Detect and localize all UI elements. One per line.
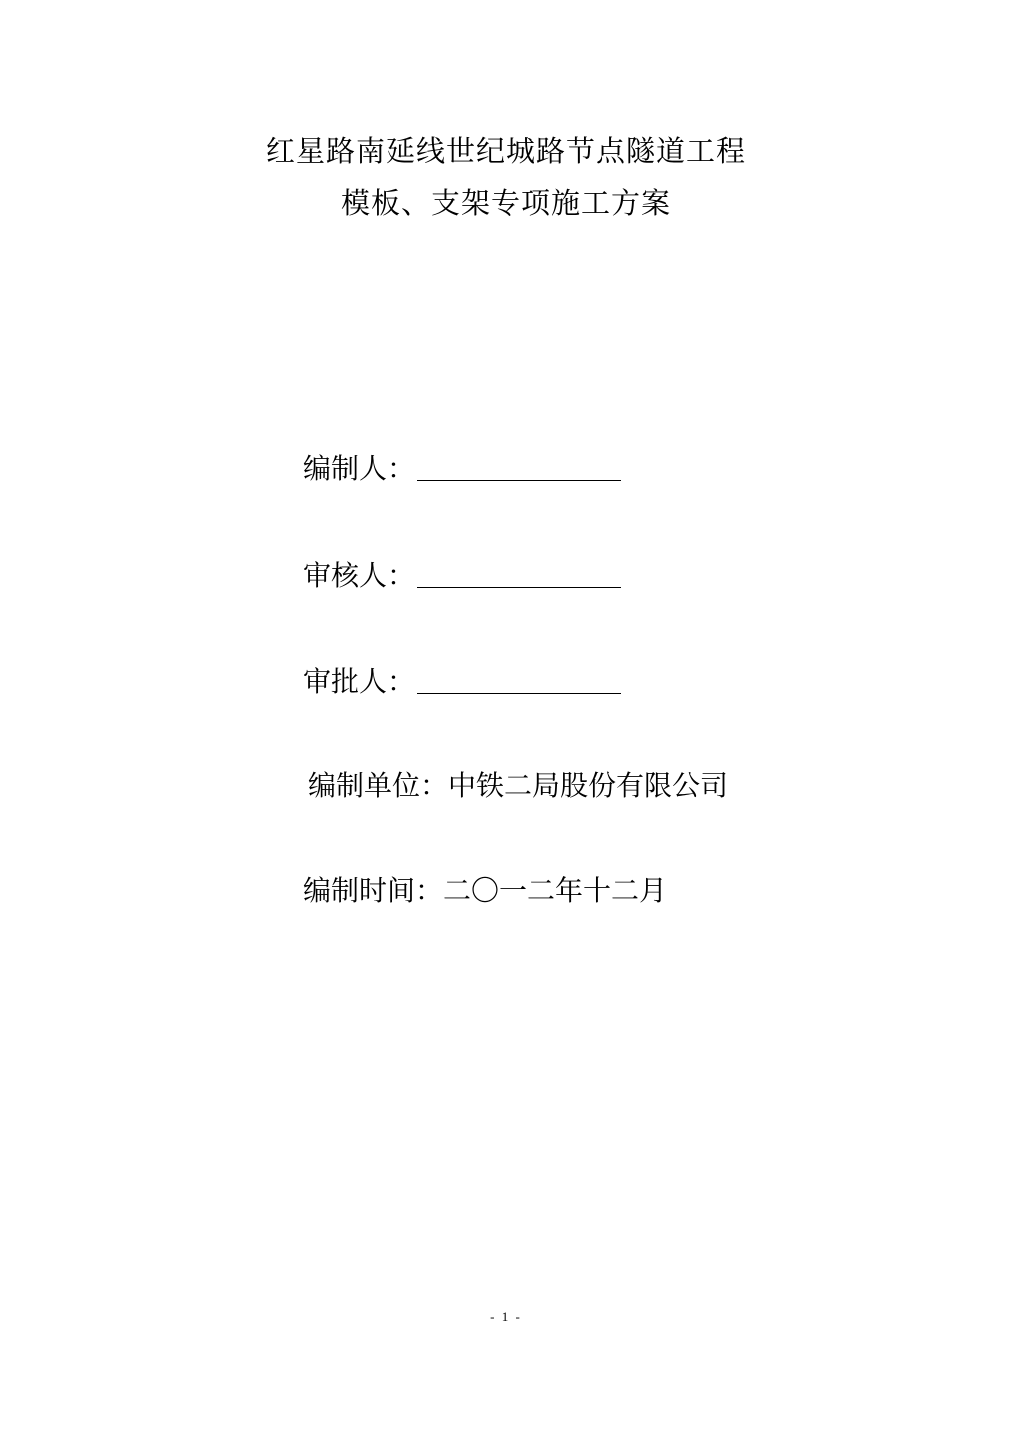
compiler-row — [303, 447, 621, 487]
approver-label: 审批人： — [303, 665, 416, 698]
reviewer-signature-line — [417, 561, 621, 588]
compiling-unit-label: 编制单位： — [308, 769, 449, 802]
approver-signature-line — [417, 667, 621, 694]
reviewer-label: 审核人： — [303, 559, 416, 592]
reviewer-row — [303, 554, 621, 594]
compiling-time-value: 二〇一二年十二月 — [443, 874, 668, 907]
compiling-unit-row — [308, 766, 728, 806]
document-title-line-1: 红星路南延线世纪城路节点隧道工程 — [265, 134, 746, 168]
approver-row — [303, 660, 621, 700]
compiler-label: 编制人： — [303, 452, 416, 485]
compiling-time-label: 编制时间： — [303, 874, 444, 907]
compiling-time-row — [303, 871, 667, 911]
compiling-unit-value: 中铁二局股份有限公司 — [448, 769, 729, 802]
page-number: - 1 - — [490, 1309, 522, 1324]
compiler-signature-line — [417, 454, 621, 481]
document-title-line-2: 模板、支架专项施工方案 — [340, 186, 671, 220]
